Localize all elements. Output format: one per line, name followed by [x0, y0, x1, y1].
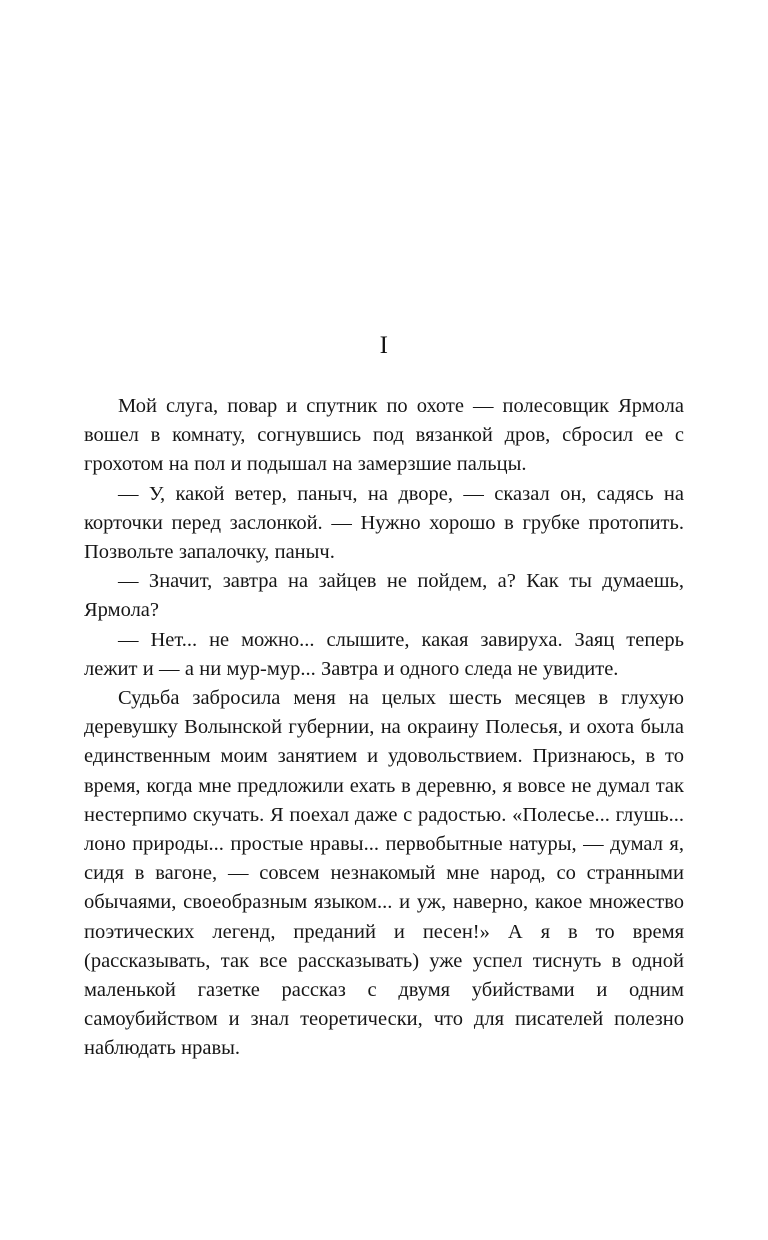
body-text	[84, 392, 684, 1064]
paragraph: Судьба забросила меня на целых шесть месяцев в глухую деревушку Волынской губернии, на окраину Полесья, и охота была единственным моим занятием и удовольствием. Признаюсь, в то время, когда мне предложили ехать в деревню, я вовсе не думал так нестерпимо скучать. Я поехал даже с радостью. «Полесье... глушь... лоно природы... простые нравы... первобытные натуры, — думал я, сидя в вагоне, — совсем незнакомый мне народ, со странными обычаями, своеобразным языком... и уж, наверно, какое множество поэтических легенд, преданий и песен!» А я в то время (рассказывать, так все рассказывать) уже успел тиснуть в одной маленькой газетке рассказ с двумя убийствами и одним самоубийством и знал теоретически, что для писателей полезно наблюдать нравы.	[84, 687, 684, 1060]
paragraph: Мой слуга, повар и спутник по охоте — полесовщик Ярмола вошел в комнату, согнувшись под вязанкой дров, сбросил ее с грохотом на пол и подышал на замерзшие пальцы.	[84, 395, 684, 476]
paragraph: — Нет... не можно... слышите, какая завируха. Заяц теперь лежит и — а ни мур-мур... Завтра и одного следа не увидите.	[84, 628, 684, 680]
paragraph: — Значит, завтра на зайцев не пойдем, а? Как ты думаешь, Ярмола?	[84, 570, 684, 622]
paragraph: — У, какой ветер, паныч, на дворе, — сказал он, садясь на корточки перед заслонкой. — Нужно хорошо в грубке протопить. Позвольте запалочку, паныч.	[84, 482, 684, 564]
chapter-number: I	[379, 332, 389, 359]
